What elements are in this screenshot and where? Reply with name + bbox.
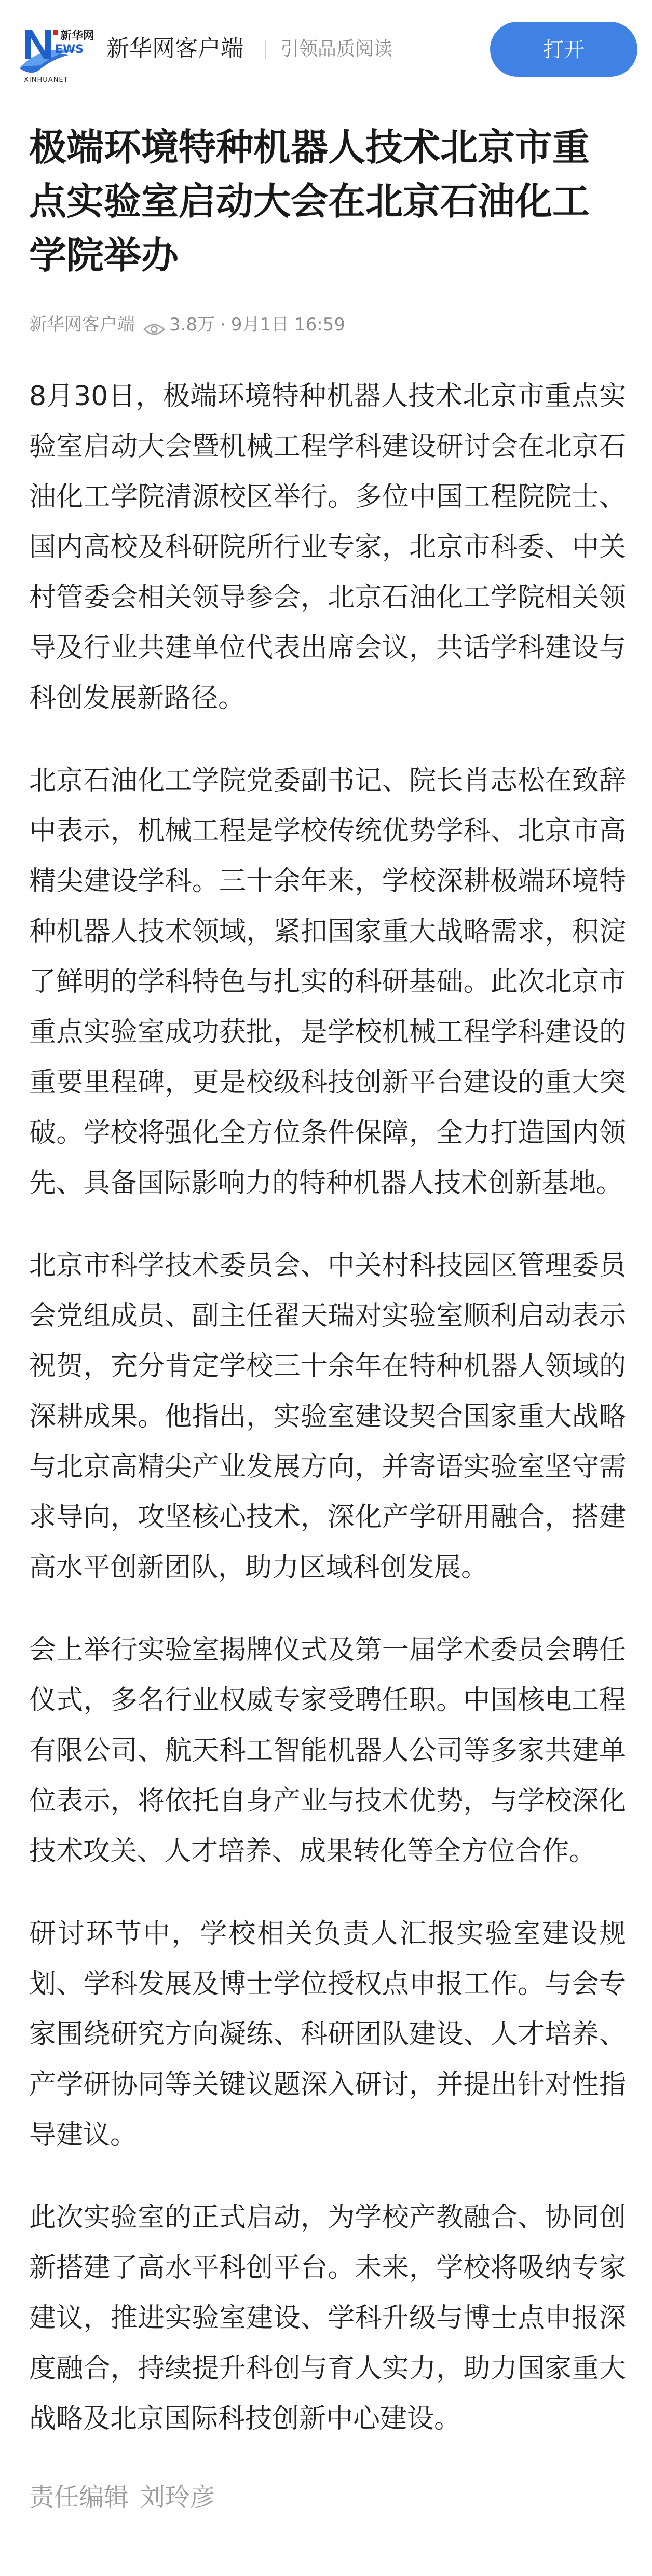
editor-label: 责任编辑: [29, 2483, 129, 2512]
app-header-bar: [0, 0, 652, 99]
eye-icon: [143, 317, 165, 332]
article-paragraph: 8月30日，极端环境特种机器人技术北京市重点实验室启动大会暨机械工程学科建设研讨会在北京石油化工学院清源校区举行。多位中国工程院院士、国内高校及科研院所行业专家，北京市科委、中关村管委会相关领导参会，北京石油化工学院相关领导及行业共建单位代表出席会议，共话学科建设与科创发展新路径。: [29, 381, 626, 714]
app-slogan: 引领品质阅读: [280, 38, 393, 60]
svg-text:新华网: 新华网: [60, 30, 93, 43]
app-name: 新华网客户端: [106, 35, 243, 62]
article: [29, 120, 626, 2518]
header-divider: [265, 40, 266, 59]
article-source[interactable]: 新华网客户端: [29, 314, 135, 335]
view-count: 3.8万: [169, 314, 215, 335]
open-app-button[interactable]: 打开: [490, 22, 637, 77]
svg-text:EWS: EWS: [55, 43, 84, 56]
article-paragraph: 此次实验室的正式启动，为学校产教融合、协同创新搭建了高水平科创平台。未来，学校将吸纳专家建议，推进实验室建设、学科升级与博士点申报深度融合，持续提升科创与育人实力，助力国家重大战略及北京国际科技创新中心建设。: [29, 2202, 626, 2434]
xinhuanet-logo[interactable]: [16, 19, 93, 86]
xinhuanet-logo-graphic: [16, 19, 93, 86]
publish-date: 9月1日 16:59: [230, 314, 345, 335]
article-paragraph: 北京市科学技术委员会、中关村科技园区管理委员会党组成员、副主任翟天瑞对实验室顺利启动表示祝贺，充分肯定学校三十余年在特种机器人领域的深耕成果。他指出，实验室建设契合国家重大战略与北京高精尖产业发展方向，并寄语实验室坚守需求导向，攻坚核心技术，深化产学研用融合，搭建高水平创新团队，助力区域科创发展。: [29, 1250, 626, 1583]
responsible-editor: [29, 2476, 626, 2518]
article-title: 极端环境特种机器人技术北京市重点实验室启动大会在北京石油化工学院举办: [29, 126, 590, 277]
meta-separator: ·: [220, 314, 226, 335]
svg-text:XINHUANET: XINHUANET: [24, 76, 69, 84]
article-body: [29, 371, 626, 2444]
article-paragraph: 研讨环节中，学校相关负责人汇报实验室建设规划、学科发展及博士学位授权点申报工作。与会专家围绕研究方向凝练、科研团队建设、人才培养、产学研协同等关键议题深入研讨，并提出针对性指导建议。: [29, 1918, 626, 2151]
article-meta: [29, 311, 626, 338]
article-paragraph: 会上举行实验室揭牌仪式及第一届学术委员会聘任仪式，多名行业权威专家受聘任职。中国核电工程有限公司、航天科工智能机器人公司等多家共建单位表示，将依托自身产业与技术优势，与学校深化技术攻关、人才培养、成果转化等全方位合作。: [29, 1635, 626, 1867]
editor-name: 刘玲彦: [140, 2483, 215, 2512]
article-paragraph: 北京石油化工学院党委副书记、院长肖志松在致辞中表示，机械工程是学校传统优势学科、北京市高精尖建设学科。三十余年来，学校深耕极端环境特种机器人技术领域，紧扣国家重大战略需求，积淀了鲜明的学科特色与扎实的科研基础。此次北京市重点实验室成功获批，是学校机械工程学科建设的重要里程碑，更是校级科技创新平台建设的重大突破。学校将强化全方位条件保障，全力打造国内领先、具备国际影响力的特种机器人技术创新基地。: [29, 765, 626, 1199]
